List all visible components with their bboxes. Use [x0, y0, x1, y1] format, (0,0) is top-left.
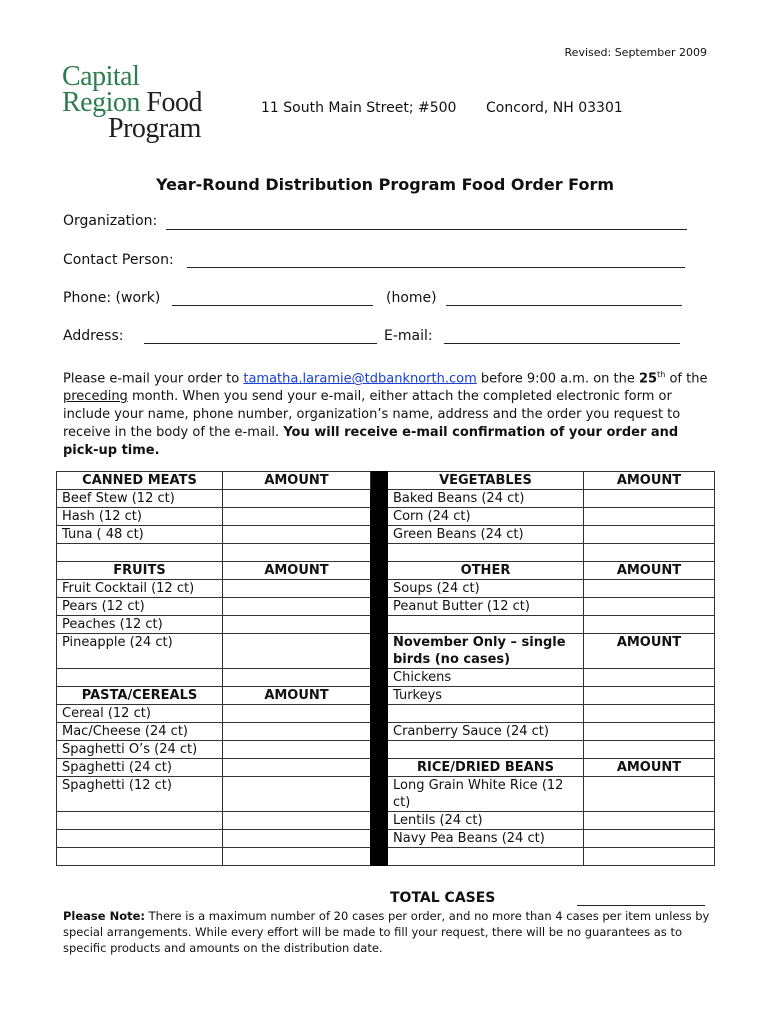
logo-line-region: Region	[62, 87, 140, 118]
item-name	[388, 848, 584, 866]
address-label: Address:	[63, 328, 124, 344]
amount-cell[interactable]	[223, 741, 371, 759]
amount-header: AMOUNT	[584, 472, 715, 490]
amount-header: AMOUNT	[223, 472, 371, 490]
organization-label: Organization:	[63, 213, 158, 229]
amount-cell[interactable]	[223, 777, 371, 812]
item-name	[57, 812, 223, 830]
amount-cell[interactable]	[223, 848, 371, 866]
item-name: Spaghetti O’s (24 ct)	[57, 741, 223, 759]
item-name	[57, 669, 223, 687]
amount-cell[interactable]	[223, 830, 371, 848]
amount-cell[interactable]	[223, 508, 371, 526]
phone-work-line[interactable]	[172, 305, 373, 306]
amount-header: AMOUNT	[223, 562, 371, 580]
item-name: Chickens	[388, 669, 584, 687]
amount-cell[interactable]	[584, 741, 715, 759]
email-line[interactable]	[444, 343, 680, 344]
amount-cell[interactable]	[584, 526, 715, 544]
item-name: Pears (12 ct)	[57, 598, 223, 616]
table-row	[57, 472, 715, 490]
item-name: Cranberry Sauce (24 ct)	[388, 723, 584, 741]
item-name: Spaghetti (24 ct)	[57, 759, 223, 777]
item-name: Spaghetti (12 ct)	[57, 777, 223, 812]
amount-cell[interactable]	[223, 490, 371, 508]
amount-cell[interactable]	[584, 812, 715, 830]
amount-header: AMOUNT	[584, 759, 715, 777]
amount-cell[interactable]	[223, 634, 371, 669]
item-name: Pineapple (24 ct)	[57, 634, 223, 669]
item-name: Mac/Cheese (24 ct)	[57, 723, 223, 741]
logo-line-program: Program	[108, 113, 201, 144]
logo	[62, 61, 202, 144]
amount-header: AMOUNT	[584, 634, 715, 669]
amount-cell[interactable]	[584, 669, 715, 687]
please-note: Please Note: There is a maximum number of 20 cases per order, and no more than 4 cases per item unless by special arrangements. While every effort will be made to fill your request, there will be no guarantees as to specific products and amounts on the distribution date.	[63, 909, 710, 955]
item-name: Long Grain White Rice (12 ct)	[388, 777, 584, 812]
revised-date: Revised: September 2009	[564, 46, 707, 59]
logo-line-capital: Capital	[62, 61, 140, 92]
category-header: VEGETABLES	[388, 472, 584, 490]
amount-cell[interactable]	[584, 598, 715, 616]
item-name: Peaches (12 ct)	[57, 616, 223, 634]
phone-home-label: (home)	[386, 290, 437, 306]
phone-work-label: Phone: (work)	[63, 290, 161, 306]
amount-cell[interactable]	[584, 616, 715, 634]
item-name	[388, 544, 584, 562]
amount-cell[interactable]	[584, 687, 715, 705]
category-header: OTHER	[388, 562, 584, 580]
amount-cell[interactable]	[584, 490, 715, 508]
confirmation-note: You will receive e-mail confirmation of your order and pick-up time.	[63, 425, 679, 459]
item-name: Baked Beans (24 ct)	[388, 490, 584, 508]
amount-cell[interactable]	[584, 723, 715, 741]
category-header: RICE/DRIED BEANS	[388, 759, 584, 777]
instructions: Please e-mail your order to tamatha.laramie@tdbanknorth.com before 9:00 a.m. on the 25th of the preceding month. When you send your e-mail, either attach the completed electronic form or include your name, phone number, organization’s name, address and the order you request to receive in the body of the e-mail. You will receive e-mail confirmation of your order and pick-up time.	[63, 370, 708, 459]
item-name: Cereal (12 ct)	[57, 705, 223, 723]
category-header: FRUITS	[57, 562, 223, 580]
item-name	[388, 741, 584, 759]
city-address: Concord, NH 03301	[486, 100, 623, 116]
column-divider	[371, 472, 388, 866]
item-name: Fruit Cocktail (12 ct)	[57, 580, 223, 598]
category-header: PASTA/CEREALS	[57, 687, 223, 705]
order-table	[56, 471, 715, 866]
address-line[interactable]	[144, 343, 377, 344]
amount-cell[interactable]	[584, 830, 715, 848]
phone-home-line[interactable]	[446, 305, 682, 306]
item-name: Navy Pea Beans (24 ct)	[388, 830, 584, 848]
amount-cell[interactable]	[223, 723, 371, 741]
amount-cell[interactable]	[584, 544, 715, 562]
category-header: CANNED MEATS	[57, 472, 223, 490]
item-name: Turkeys	[388, 687, 584, 705]
amount-header: AMOUNT	[223, 687, 371, 705]
item-name: Tuna ( 48 ct)	[57, 526, 223, 544]
order-email-link[interactable]: tamatha.laramie@tdbanknorth.com	[243, 371, 477, 387]
amount-cell[interactable]	[584, 705, 715, 723]
item-name	[57, 544, 223, 562]
total-cases-line[interactable]	[577, 905, 705, 906]
amount-cell[interactable]	[223, 598, 371, 616]
amount-cell[interactable]	[223, 669, 371, 687]
organization-line[interactable]	[166, 229, 687, 230]
contact-line[interactable]	[187, 267, 685, 268]
item-name: Soups (24 ct)	[388, 580, 584, 598]
email-label: E-mail:	[384, 328, 433, 344]
item-name: Green Beans (24 ct)	[388, 526, 584, 544]
item-name: Hash (12 ct)	[57, 508, 223, 526]
item-name: Corn (24 ct)	[388, 508, 584, 526]
item-name	[388, 705, 584, 723]
amount-cell[interactable]	[223, 526, 371, 544]
form-title: Year-Round Distribution Program Food Order Form	[155, 175, 615, 194]
item-name	[388, 616, 584, 634]
amount-cell[interactable]	[584, 508, 715, 526]
amount-cell[interactable]	[584, 777, 715, 812]
item-name	[57, 848, 223, 866]
amount-header: AMOUNT	[584, 562, 715, 580]
item-name: Beef Stew (12 ct)	[57, 490, 223, 508]
item-name	[57, 830, 223, 848]
amount-cell[interactable]	[223, 544, 371, 562]
total-cases-label: TOTAL CASES	[390, 890, 496, 906]
logo-line-food: Food	[146, 87, 202, 118]
amount-cell[interactable]	[223, 812, 371, 830]
item-name: November Only – single birds (no cases)	[388, 634, 584, 669]
amount-cell[interactable]	[584, 848, 715, 866]
amount-cell[interactable]	[223, 759, 371, 777]
amount-cell[interactable]	[584, 580, 715, 598]
amount-cell[interactable]	[223, 705, 371, 723]
amount-cell[interactable]	[223, 616, 371, 634]
contact-label: Contact Person:	[63, 252, 174, 268]
item-name: Lentils (24 ct)	[388, 812, 584, 830]
item-name: Peanut Butter (12 ct)	[388, 598, 584, 616]
amount-cell[interactable]	[223, 580, 371, 598]
street-address: 11 South Main Street; #500	[261, 100, 457, 116]
